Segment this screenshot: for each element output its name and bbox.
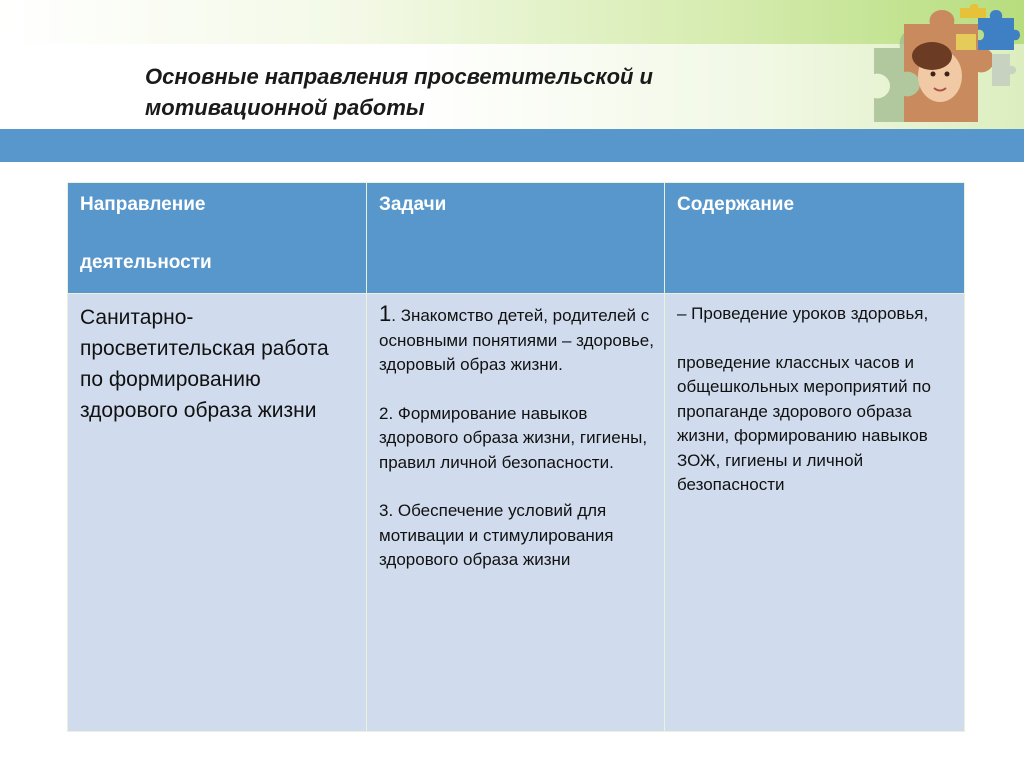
header-blue-band	[0, 129, 1024, 162]
header-direction-line1: Направление	[80, 194, 206, 215]
table-row	[68, 294, 965, 732]
cell-tasks	[367, 294, 665, 732]
slide-title	[145, 61, 845, 123]
header-content: Содержание	[665, 183, 965, 294]
header-tasks: Задачи	[367, 183, 665, 294]
task-1-number: 1	[379, 301, 392, 326]
cell-direction	[68, 294, 367, 732]
header-direction-line2: деятельности	[80, 252, 212, 273]
slide-title-line1: Основные направления просветительской и	[145, 64, 653, 89]
cell-content	[665, 294, 965, 732]
table-header-row	[68, 183, 965, 294]
content-item-1: – Проведение уроков здоровья,	[677, 304, 929, 323]
task-item-2: 2. Формирование навыков здорового образа жизни, гигиены, правил личной безопасности.	[379, 403, 648, 472]
task-1-text: . Знакомство детей, родителей с основными понятиями – здоровье, здоровый образ жизни.	[379, 306, 654, 374]
puzzle-pieces-icon	[860, 4, 1020, 126]
header-direction	[68, 183, 367, 294]
direction-text: Санитарно-просветительская работа по формированию здорового образа жизни	[80, 306, 329, 422]
content-item-2: проведение классных часов и общешкольных мероприятий по пропаганде здорового образа жизни, формированию навыков ЗОЖ, гигиены и личной безопасности	[677, 352, 931, 494]
task-item-1	[379, 302, 654, 378]
directions-table	[67, 182, 965, 732]
task-item-3: 3. Обеспечение условий для мотивации и стимулирования здорового образа жизни	[379, 501, 614, 569]
slide-title-line2: мотивационной работы	[145, 95, 425, 120]
